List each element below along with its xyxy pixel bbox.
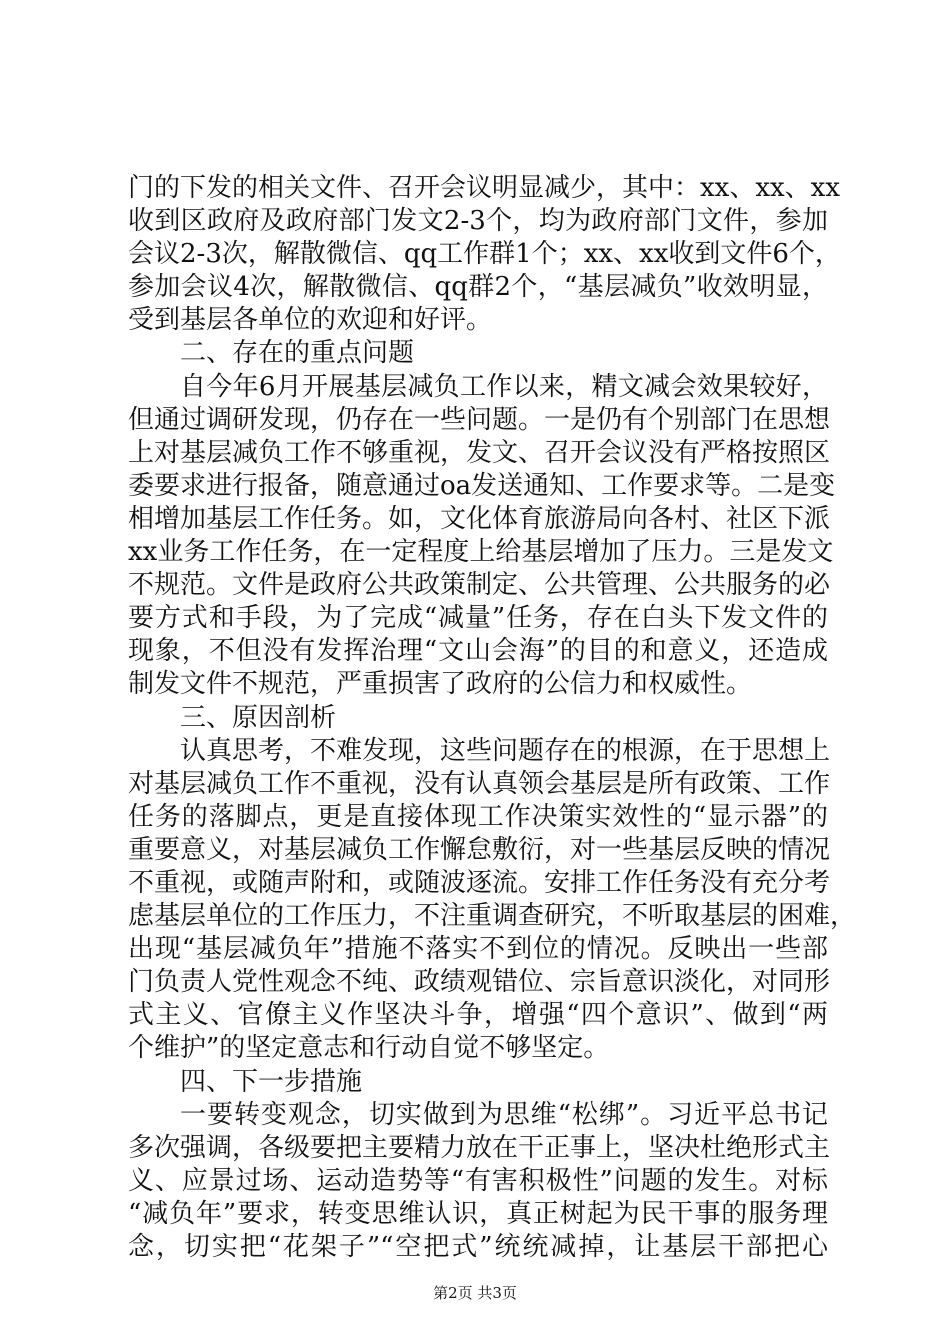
- paragraph-line: 式主义、官僚主义作坚决斗争，增强“四个意识”、做到“两: [128, 1000, 828, 1031]
- section-heading: 二、存在的重点问题: [180, 338, 415, 369]
- paragraph-line: 门负责人党性观念不纯、政绩观错位、宗旨意识淡化，对同形: [128, 967, 831, 998]
- paragraph-first-line: 自今年6月开展基层减负工作以来，精文减会效果较好，: [180, 371, 828, 402]
- paragraph-line: 要方式和手段，为了完成“减量”任务，存在白头下发文件的: [128, 603, 828, 634]
- paragraph-first-line: 认真思考，不难发现，这些问题存在的根源，在于思想上: [180, 735, 831, 766]
- paragraph-line: 虑基层单位的工作压力，不注重调查研究，不听取基层的困难，: [128, 901, 857, 932]
- paragraph-first-line: 一要转变观念，切实做到为思维“松绑”。习近平总书记: [180, 1099, 828, 1130]
- paragraph-line: 参加会议4次，解散微信、qq群2个，“基层减负”收效明显，: [128, 272, 828, 303]
- paragraph-line: 重要意义，对基层减负工作懈怠敷衍，对一些基层反映的情况: [128, 834, 831, 865]
- document-body: [128, 172, 857, 1264]
- page-footer: 第2页 共3页: [433, 1284, 517, 1302]
- paragraph-line: 出现“基层减负年”措施不落实不到位的情况。反映出一些部: [128, 934, 828, 965]
- paragraph-last-line: 制发文件不规范，严重损害了政府的公信力和权威性。: [128, 669, 753, 700]
- paragraph-line: 不规范。文件是政府公共政策制定、公共管理、公共服务的必: [128, 570, 831, 601]
- paragraph-line: 委要求进行报备，随意通过oa发送通知、工作要求等。二是变: [128, 470, 836, 501]
- paragraph-line: 门的下发的相关文件、召开会议明显减少，其中：xx、xx、xx: [128, 173, 840, 203]
- paragraph-line: 义、应景过场、运动造势等“有害积极性”问题的发生。对标: [128, 1165, 828, 1196]
- paragraph-line: 上对基层减负工作不够重视，发文、召开会议没有严格按照区: [128, 437, 831, 468]
- paragraph-line: “减负年”要求，转变思维认识，真正树起为民干事的服务理: [128, 1198, 828, 1229]
- paragraph-line: 但通过调研发现，仍存在一些问题。一是仍有个别部门在思想: [128, 404, 831, 435]
- paragraph-last-line: 受到基层各单位的欢迎和好评。: [128, 305, 493, 336]
- paragraph-line: 收到区政府及政府部门发文2-3个，均为政府部门文件，参加: [128, 206, 828, 237]
- paragraph-line: 任务的落脚点，更是直接体现工作决策实效性的“显示器”的: [128, 801, 828, 832]
- section-heading: 三、原因剖析: [180, 702, 337, 733]
- paragraph-line: 不重视，或随声附和，或随波逐流。安排工作任务没有充分考: [128, 867, 831, 898]
- paragraph-line: 会议2-3次，解散微信、qq工作群1个；xx、xx收到文件6个，: [128, 239, 841, 270]
- paragraph-last-line: 个维护”的坚定意志和行动自觉不够坚定。: [128, 1033, 610, 1064]
- paragraph-line: 相增加基层工作任务。如，文化体育旅游局向各村、社区下派: [128, 503, 831, 534]
- paragraph-line: 多次强调，各级要把主要精力放在干正事上，坚决杜绝形式主: [128, 1132, 831, 1163]
- paragraph-line: xx业务工作任务，在一定程度上给基层增加了压力。三是发文: [128, 537, 834, 568]
- section-heading: 四、下一步措施: [180, 1066, 363, 1097]
- paragraph-line: 对基层减负工作不重视，没有认真领会基层是所有政策、工作: [128, 768, 831, 799]
- paragraph-line: 现象，不但没有发挥治理“文山会海”的目的和意义，还造成: [128, 636, 828, 667]
- paragraph-line: 念，切实把“花架子”“空把式”统统减掉，让基层干部把心: [128, 1232, 828, 1262]
